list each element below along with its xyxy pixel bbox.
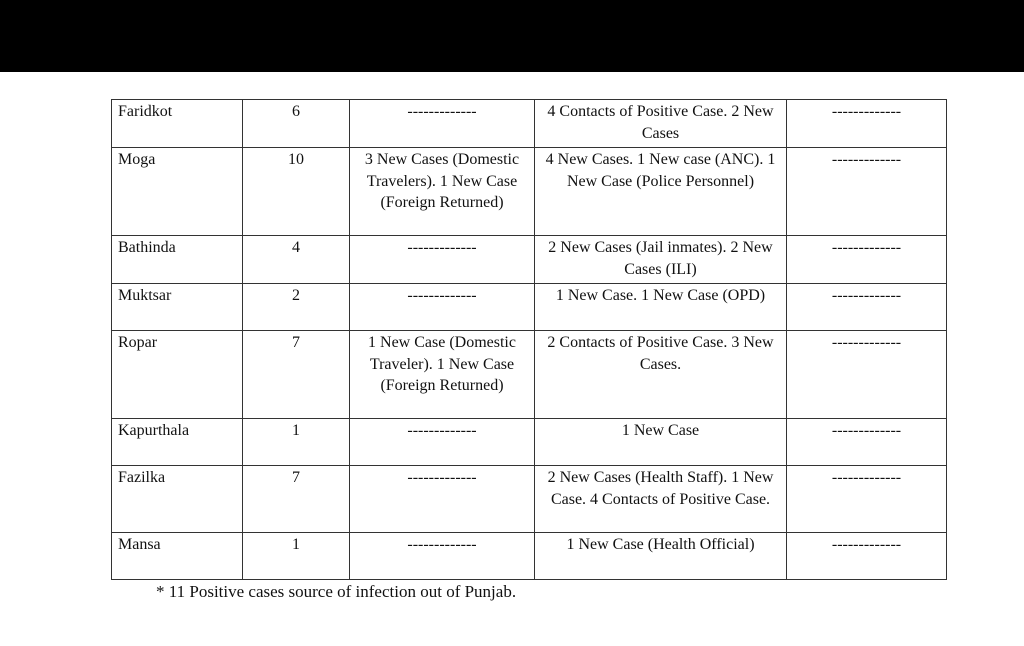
travel-cases-cell: ------------- [350,419,535,466]
other-cases-cell: ------------- [787,533,947,580]
district-cell: Muktsar [112,284,243,331]
other-cases-cell: ------------- [787,100,947,148]
other-cases-cell: ------------- [787,331,947,419]
district-cell: Kapurthala [112,419,243,466]
district-cell: Moga [112,148,243,236]
district-cell: Bathinda [112,236,243,284]
count-cell: 2 [243,284,350,331]
table-row [112,284,947,331]
other-cases-cell: ------------- [787,148,947,236]
local-cases-cell: 2 New Cases (Health Staff). 1 New Case. 4 Contacts of Positive Case. [535,466,787,533]
local-cases-cell: 1 New Case. 1 New Case (OPD) [535,284,787,331]
table-row [112,331,947,419]
local-cases-cell: 2 New Cases (Jail inmates). 2 New Cases (ILI) [535,236,787,284]
local-cases-cell: 1 New Case (Health Official) [535,533,787,580]
count-cell: 4 [243,236,350,284]
other-cases-cell: ------------- [787,466,947,533]
table-row [112,236,947,284]
count-cell: 10 [243,148,350,236]
travel-cases-cell: ------------- [350,466,535,533]
footnote: * 11 Positive cases source of infection out of Punjab. [156,582,517,601]
table-row [112,533,947,580]
district-cell: Faridkot [112,100,243,148]
other-cases-cell: ------------- [787,236,947,284]
local-cases-cell: 2 Contacts of Positive Case. 3 New Cases. [535,331,787,419]
district-cases-table [111,99,947,580]
other-cases-cell: ------------- [787,419,947,466]
top-black-bar [0,0,1024,72]
travel-cases-cell: ------------- [350,236,535,284]
travel-cases-cell: ------------- [350,100,535,148]
district-cell: Ropar [112,331,243,419]
travel-cases-cell: 1 New Case (Domestic Traveler). 1 New Case (Foreign Returned) [350,331,535,419]
count-cell: 1 [243,533,350,580]
district-cell: Mansa [112,533,243,580]
local-cases-cell: 4 New Cases. 1 New case (ANC). 1 New Case (Police Personnel) [535,148,787,236]
other-cases-cell: ------------- [787,284,947,331]
local-cases-cell: 1 New Case [535,419,787,466]
table-row [112,100,947,148]
district-cell: Fazilka [112,466,243,533]
travel-cases-cell: ------------- [350,533,535,580]
count-cell: 7 [243,466,350,533]
travel-cases-cell: ------------- [350,284,535,331]
count-cell: 6 [243,100,350,148]
travel-cases-cell: 3 New Cases (Domestic Travelers). 1 New Case (Foreign Returned) [350,148,535,236]
table-row [112,419,947,466]
count-cell: 7 [243,331,350,419]
document-page [0,72,1024,646]
table-row [112,148,947,236]
count-cell: 1 [243,419,350,466]
table-row [112,466,947,533]
local-cases-cell: 4 Contacts of Positive Case. 2 New Cases [535,100,787,148]
